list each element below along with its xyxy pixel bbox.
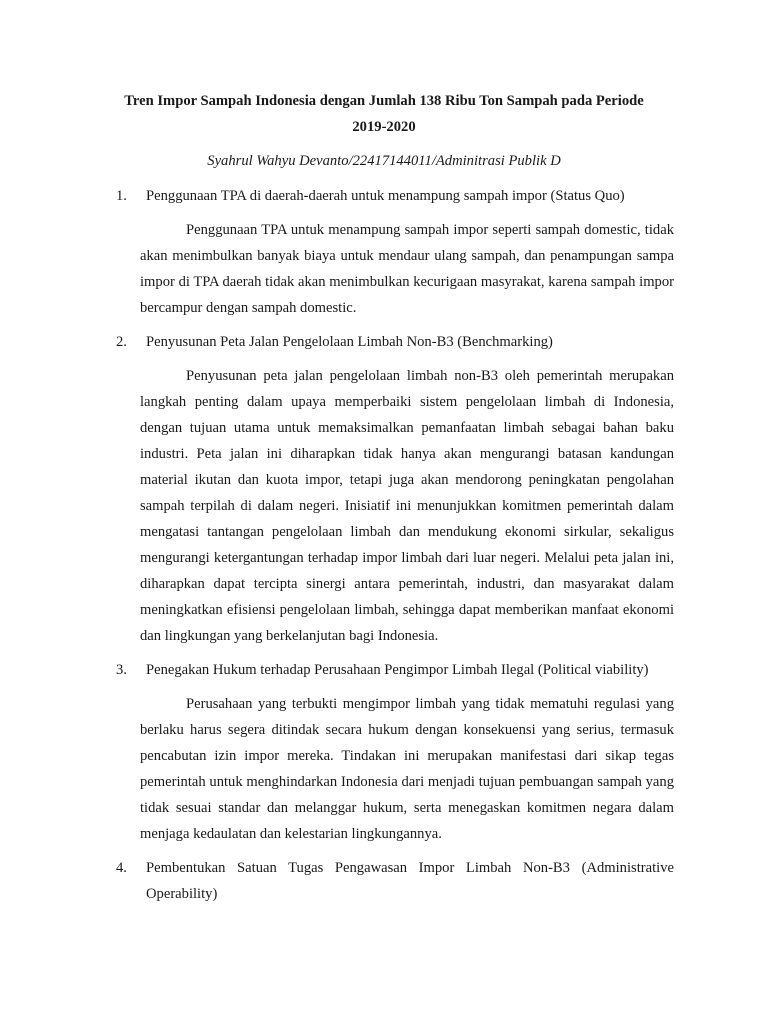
list-item-heading-text: Penyusunan Peta Jalan Pengelolaan Limbah Non-B3 (Benchmarking) <box>146 334 553 350</box>
list-item-heading <box>94 657 674 683</box>
list-item-number: 4. <box>116 860 127 876</box>
list-item-2 <box>94 329 674 649</box>
list-item-paragraph: Perusahaan yang terbukti mengimpor limbah yang tidak mematuhi regulasi yang berlaku harus segera ditindak secara hukum dengan konsekuensi yang serius, termasuk pencabutan izin impor mereka. Tindakan ini merupakan manifestasi dari sikap tegas pemerintah untuk menghindarkan Indonesia dari menjadi tujuan pembuangan sampah yang tidak sesuai standar dan melanggar hukum, serta menegaskan komitmen negara dalam menjaga kedaulatan dan kelestarian lingkungannya. <box>140 696 674 842</box>
document-title-line-2: 2019-2020 <box>352 119 416 135</box>
list-item-number: 1. <box>116 188 127 204</box>
document-author: Syahrul Wahyu Devanto/22417144011/Adminitrasi Publik D <box>207 153 561 169</box>
list-item-3 <box>94 657 674 847</box>
list-item-heading <box>94 329 674 355</box>
document-title-line-1: Tren Impor Sampah Indonesia dengan Jumlah 138 Ribu Ton Sampah pada Periode <box>124 93 644 109</box>
list-item-heading-text: Penggunaan TPA di daerah-daerah untuk menampung sampah impor (Status Quo) <box>146 188 625 204</box>
list-item-number: 2. <box>116 334 127 350</box>
list-item-heading-text: Penegakan Hukum terhadap Perusahaan Pengimpor Limbah Ilegal (Political viability) <box>146 662 649 678</box>
document-title <box>94 88 674 140</box>
list-item-heading-text: Pembentukan Satuan Tugas Pengawasan Impor Limbah Non-B3 (Administrative Operability) <box>146 860 674 902</box>
list-item-paragraph: Penyusunan peta jalan pengelolaan limbah non-B3 oleh pemerintah merupakan langkah penting dalam upaya memperbaiki sistem pengelolaan limbah di Indonesia, dengan tujuan utama untuk memaksimalkan pemanfaatan limbah sebagai bahan baku industri. Peta jalan ini diharapkan tidak hanya akan mengurangi batasan kandungan material ikutan dan kuota impor, tetapi juga akan mendorong peningkatan pengolahan sampah terpilah di dalam negeri. Inisiatif ini menunjukkan komitmen pemerintah dalam mengatasi tantangan pengelolaan limbah dan mendukung ekonomi sirkular, sekaligus mengurangi ketergantungan terhadap impor limbah dari luar negeri. Melalui peta jalan ini, diharapkan dapat tercipta sinergi antara pemerintah, industri, dan masyarakat dalam meningkatkan efisiensi pengelolaan limbah, sehingga dapat memberikan manfaat ekonomi dan lingkungan yang berkelanjutan bagi Indonesia. <box>140 368 674 644</box>
list-item-number: 3. <box>116 662 127 678</box>
list-item-4 <box>94 855 674 907</box>
list-item-paragraph: Penggunaan TPA untuk menampung sampah impor seperti sampah domestic, tidak akan menimbulkan banyak biaya untuk mendaur ulang sampah, dan penampungan sampa impor di TPA daerah tidak akan menimbulkan kecurigaan masyrakat, karena sampah impor bercampur dengan sampah domestic. <box>140 222 674 316</box>
list-item-1 <box>94 183 674 321</box>
list-item-heading <box>94 183 674 209</box>
list-item-heading <box>94 855 674 907</box>
